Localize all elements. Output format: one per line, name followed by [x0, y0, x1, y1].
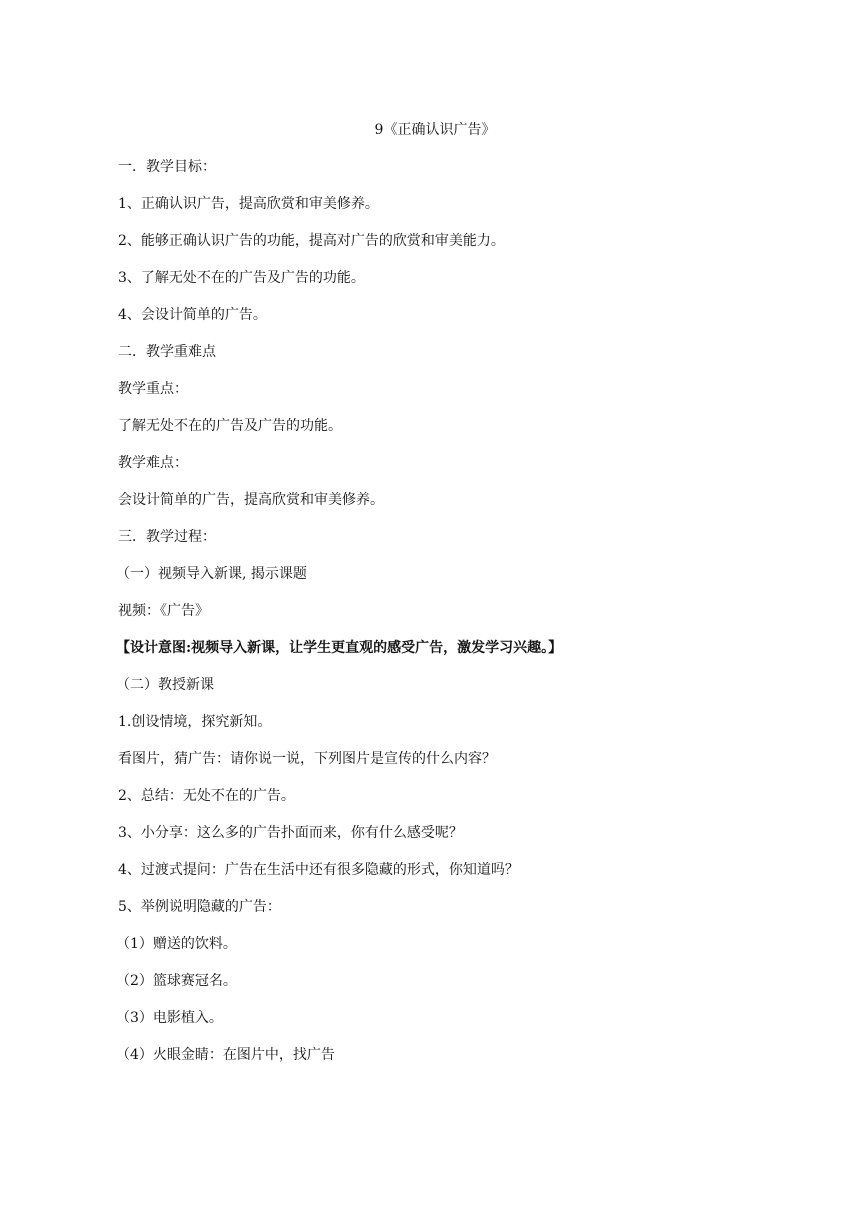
teaching-item-1: 1.创设情境，探究新知。: [118, 714, 272, 730]
teaching-item-4: 4、过渡式提问：广告在生活中还有很多隐藏的形式，你知道吗？: [118, 862, 519, 878]
teaching-item-3: 3、小分享：这么多的广告扑面而来，你有什么感受呢？: [118, 825, 463, 841]
document-body: [118, 120, 742, 1082]
design-intent-note: 【设计意图:视频导入新课，让学生更直观的感受广告，激发学习兴趣。】: [116, 640, 563, 656]
difficulty-label: 教学难点：: [118, 455, 188, 471]
process-step-teaching: （二）教授新课: [116, 677, 214, 693]
hidden-ad-example-2: （2）篮球赛冠名。: [116, 973, 237, 989]
hidden-ad-example-3: （3）电影植入。: [116, 1010, 223, 1026]
objective-item-4: 4、会设计简单的广告。: [118, 307, 267, 323]
teaching-item-2: 2、总结：无处不在的广告。: [118, 788, 295, 804]
video-reference: 视频：《广告》: [118, 603, 209, 619]
teaching-item-1-detail: 看图片，猜广告：请你说一说，下列图片是宣传的什么内容？: [118, 751, 496, 767]
key-point-text: 了解无处不在的广告及广告的功能。: [118, 418, 342, 434]
section-heading-objectives: 一．教学目标：: [118, 159, 216, 175]
difficulty-text: 会设计简单的广告，提高欣赏和审美修养。: [118, 492, 384, 508]
section-heading-key-points: 二．教学重难点: [118, 344, 216, 360]
hidden-ad-example-1: （1）赠送的饮料。: [116, 936, 237, 952]
objective-item-3: 3、了解无处不在的广告及广告的功能。: [118, 270, 365, 286]
objective-item-1: 1、正确认识广告，提高欣赏和审美修养。: [118, 196, 379, 212]
teaching-item-5: 5、举例说明隐藏的广告：: [118, 899, 281, 915]
key-point-label: 教学重点：: [118, 381, 188, 397]
hidden-ad-example-4: （4）火眼金睛：在图片中，找广告: [116, 1047, 335, 1063]
process-step-intro: （一）视频导入新课, 揭示课题: [116, 566, 307, 582]
objective-item-2: 2、能够正确认识广告的功能，提高对广告的欣赏和审美能力。: [118, 233, 505, 249]
section-heading-process: 三．教学过程：: [118, 529, 216, 545]
document-title: 9《正确认识广告》: [374, 122, 496, 138]
